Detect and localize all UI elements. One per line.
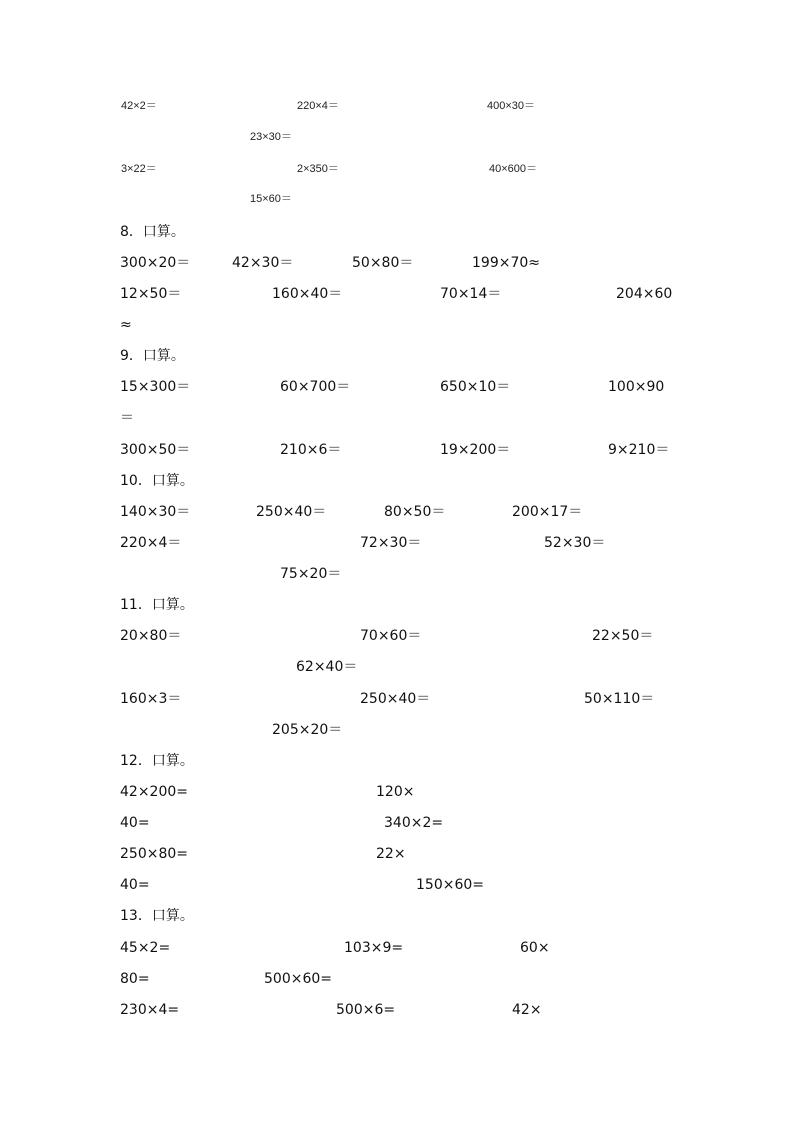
expression: 400×30＝ [487, 100, 536, 112]
question-11-title: 11．口算。 [120, 597, 194, 613]
expression: 22× [376, 846, 406, 862]
expression: 200×17＝ [512, 504, 583, 520]
expression: 220×4＝ [297, 100, 339, 112]
question-9-title: 9．口算。 [120, 348, 185, 364]
expression: 15×300＝ [120, 379, 191, 395]
expression: 62×40＝ [296, 659, 358, 675]
expression: 60×700＝ [280, 379, 351, 395]
expression: 3×22＝ [121, 163, 157, 175]
expression: 72×30＝ [360, 535, 422, 551]
expression: 70×60＝ [360, 628, 422, 644]
expression: 22×50＝ [592, 628, 654, 644]
expression: 140×30＝ [120, 504, 191, 520]
expression: ＝ [120, 410, 134, 426]
expression: 23×30＝ [250, 131, 292, 143]
expression: 210×6＝ [280, 442, 342, 458]
expression: 199×70≈ [472, 255, 540, 271]
expression: 250×40＝ [360, 691, 431, 707]
expression: 300×20＝ [120, 255, 191, 271]
question-13-title: 13．口算。 [120, 908, 194, 924]
expression: 650×10＝ [440, 379, 511, 395]
expression: 160×40＝ [272, 286, 343, 302]
expression: 205×20＝ [272, 722, 343, 738]
expression: 9×210＝ [608, 442, 670, 458]
expression: 42×2＝ [121, 100, 157, 112]
expression: 42×200= [120, 784, 188, 800]
expression: 2×350＝ [297, 163, 339, 175]
expression: 42× [512, 1002, 542, 1018]
expression: 12×50＝ [120, 286, 182, 302]
expression: 80= [120, 971, 150, 987]
expression: ≈ [120, 317, 132, 333]
expression: 50×80＝ [352, 255, 414, 271]
expression: 45×2= [120, 940, 171, 956]
expression: 500×60= [264, 971, 332, 987]
expression: 120× [376, 784, 415, 800]
expression: 40= [120, 815, 150, 831]
question-8-title: 8．口算。 [120, 224, 185, 240]
expression: 60× [520, 940, 550, 956]
expression: 100×90 [608, 379, 665, 395]
expression: 160×3＝ [120, 691, 182, 707]
expression: 500×6= [336, 1002, 396, 1018]
expression: 40= [120, 877, 150, 893]
question-12-title: 12．口算。 [120, 753, 194, 769]
question-10-title: 10．口算。 [120, 473, 194, 489]
expression: 340×2= [384, 815, 444, 831]
expression: 70×14＝ [440, 286, 502, 302]
expression: 50×110＝ [584, 691, 655, 707]
expression: 80×50＝ [384, 504, 446, 520]
expression: 230×4= [120, 1002, 180, 1018]
expression: 75×20＝ [280, 566, 342, 582]
expression: 150×60= [416, 877, 484, 893]
expression: 15×60＝ [250, 193, 292, 205]
expression: 220×4＝ [120, 535, 182, 551]
expression: 250×40＝ [256, 504, 327, 520]
expression: 204×60 [616, 286, 673, 302]
expression: 19×200＝ [440, 442, 511, 458]
expression: 42×30＝ [232, 255, 294, 271]
expression: 300×50＝ [120, 442, 191, 458]
expression: 103×9= [344, 940, 404, 956]
expression: 40×600＝ [489, 163, 538, 175]
expression: 250×80= [120, 846, 188, 862]
expression: 52×30＝ [544, 535, 606, 551]
expression: 20×80＝ [120, 628, 182, 644]
